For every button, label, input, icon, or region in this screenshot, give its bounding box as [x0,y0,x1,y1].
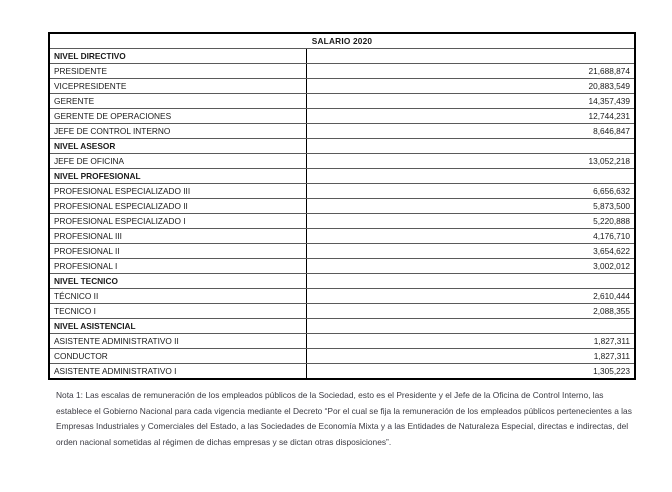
row-concept: JEFE DE OFICINA [49,154,306,169]
table-group-row [49,319,635,334]
table-row [49,79,635,94]
group-label: NIVEL PROFESIONAL [49,169,306,184]
group-label: NIVEL DIRECTIVO [49,49,306,64]
row-concept: ASISTENTE ADMINISTRATIVO II [49,334,306,349]
row-salary-value: 3,654,622 [306,244,635,259]
row-salary-value: 6,656,632 [306,184,635,199]
row-salary-value: 2,610,444 [306,289,635,304]
row-salary-value: 12,744,231 [306,109,635,124]
salary-table-body [49,33,635,379]
row-salary-value: 5,220,888 [306,214,635,229]
table-row [49,184,635,199]
table-row [49,289,635,304]
row-concept: TECNICO I [49,304,306,319]
row-concept: PRESIDENTE [49,64,306,79]
row-concept: ASISTENTE ADMINISTRATIVO I [49,364,306,380]
table-group-row [49,169,635,184]
table-group-row [49,274,635,289]
table-row [49,199,635,214]
table-row [49,109,635,124]
row-concept: CONDUCTOR [49,349,306,364]
row-concept: PROFESIONAL III [49,229,306,244]
row-salary-value: 1,827,311 [306,349,635,364]
row-salary-value: 20,883,549 [306,79,635,94]
group-label: NIVEL ASESOR [49,139,306,154]
row-salary-value: 21,688,874 [306,64,635,79]
table-group-row [49,139,635,154]
group-label: NIVEL TECNICO [49,274,306,289]
row-concept: TÉCNICO II [49,289,306,304]
row-concept: GERENTE [49,94,306,109]
table-group-row [49,49,635,64]
group-label: NIVEL ASISTENCIAL [49,319,306,334]
salary-table-container [48,32,634,380]
group-value-empty [306,319,635,334]
table-row [49,349,635,364]
row-salary-value: 5,873,500 [306,199,635,214]
table-row [49,364,635,380]
table-row [49,334,635,349]
row-concept: PROFESIONAL I [49,259,306,274]
row-salary-value: 13,052,218 [306,154,635,169]
row-salary-value: 1,827,311 [306,334,635,349]
row-salary-value: 3,002,012 [306,259,635,274]
table-row [49,229,635,244]
table-row [49,214,635,229]
row-concept: PROFESIONAL ESPECIALIZADO III [49,184,306,199]
row-concept: PROFESIONAL ESPECIALIZADO II [49,199,306,214]
table-row [49,244,635,259]
row-concept: PROFESIONAL II [49,244,306,259]
row-salary-value: 1,305,223 [306,364,635,380]
row-salary-value: 8,646,847 [306,124,635,139]
group-value-empty [306,49,635,64]
table-row [49,259,635,274]
table-title-row [49,33,635,49]
row-concept: VICEPRESIDENTE [49,79,306,94]
table-row [49,304,635,319]
row-salary-value: 2,088,355 [306,304,635,319]
group-value-empty [306,139,635,154]
row-salary-value: 14,357,439 [306,94,635,109]
footnote-note-1: Nota 1: Las escalas de remuneración de los empleados públicos de la Sociedad, esto es el Presidente y el Jefe de la Oficina de Control Interno, las establece el Gobierno Nacional para cada vigencia mediante el Decreto “Por el cual se fija la remuneración de los empleados públicos pertenecientes a las Empresas Industriales y Comerciales del Estado, a las Sociedades de Economía Mixta y a las Entidades de Naturaleza Especial, directas e indirectas, del orden nacional sometidas al régimen de dichas empresas y se dictan otras disposiciones”. [56,390,632,447]
table-row [49,124,635,139]
salary-table [48,32,636,380]
row-concept: JEFE DE CONTROL INTERNO [49,124,306,139]
row-salary-value: 4,176,710 [306,229,635,244]
table-row [49,64,635,79]
row-concept: GERENTE DE OPERACIONES [49,109,306,124]
table-row [49,154,635,169]
table-title: SALARIO 2020 [49,33,635,49]
row-concept: PROFESIONAL ESPECIALIZADO I [49,214,306,229]
table-row [49,94,635,109]
group-value-empty [306,274,635,289]
group-value-empty [306,169,635,184]
